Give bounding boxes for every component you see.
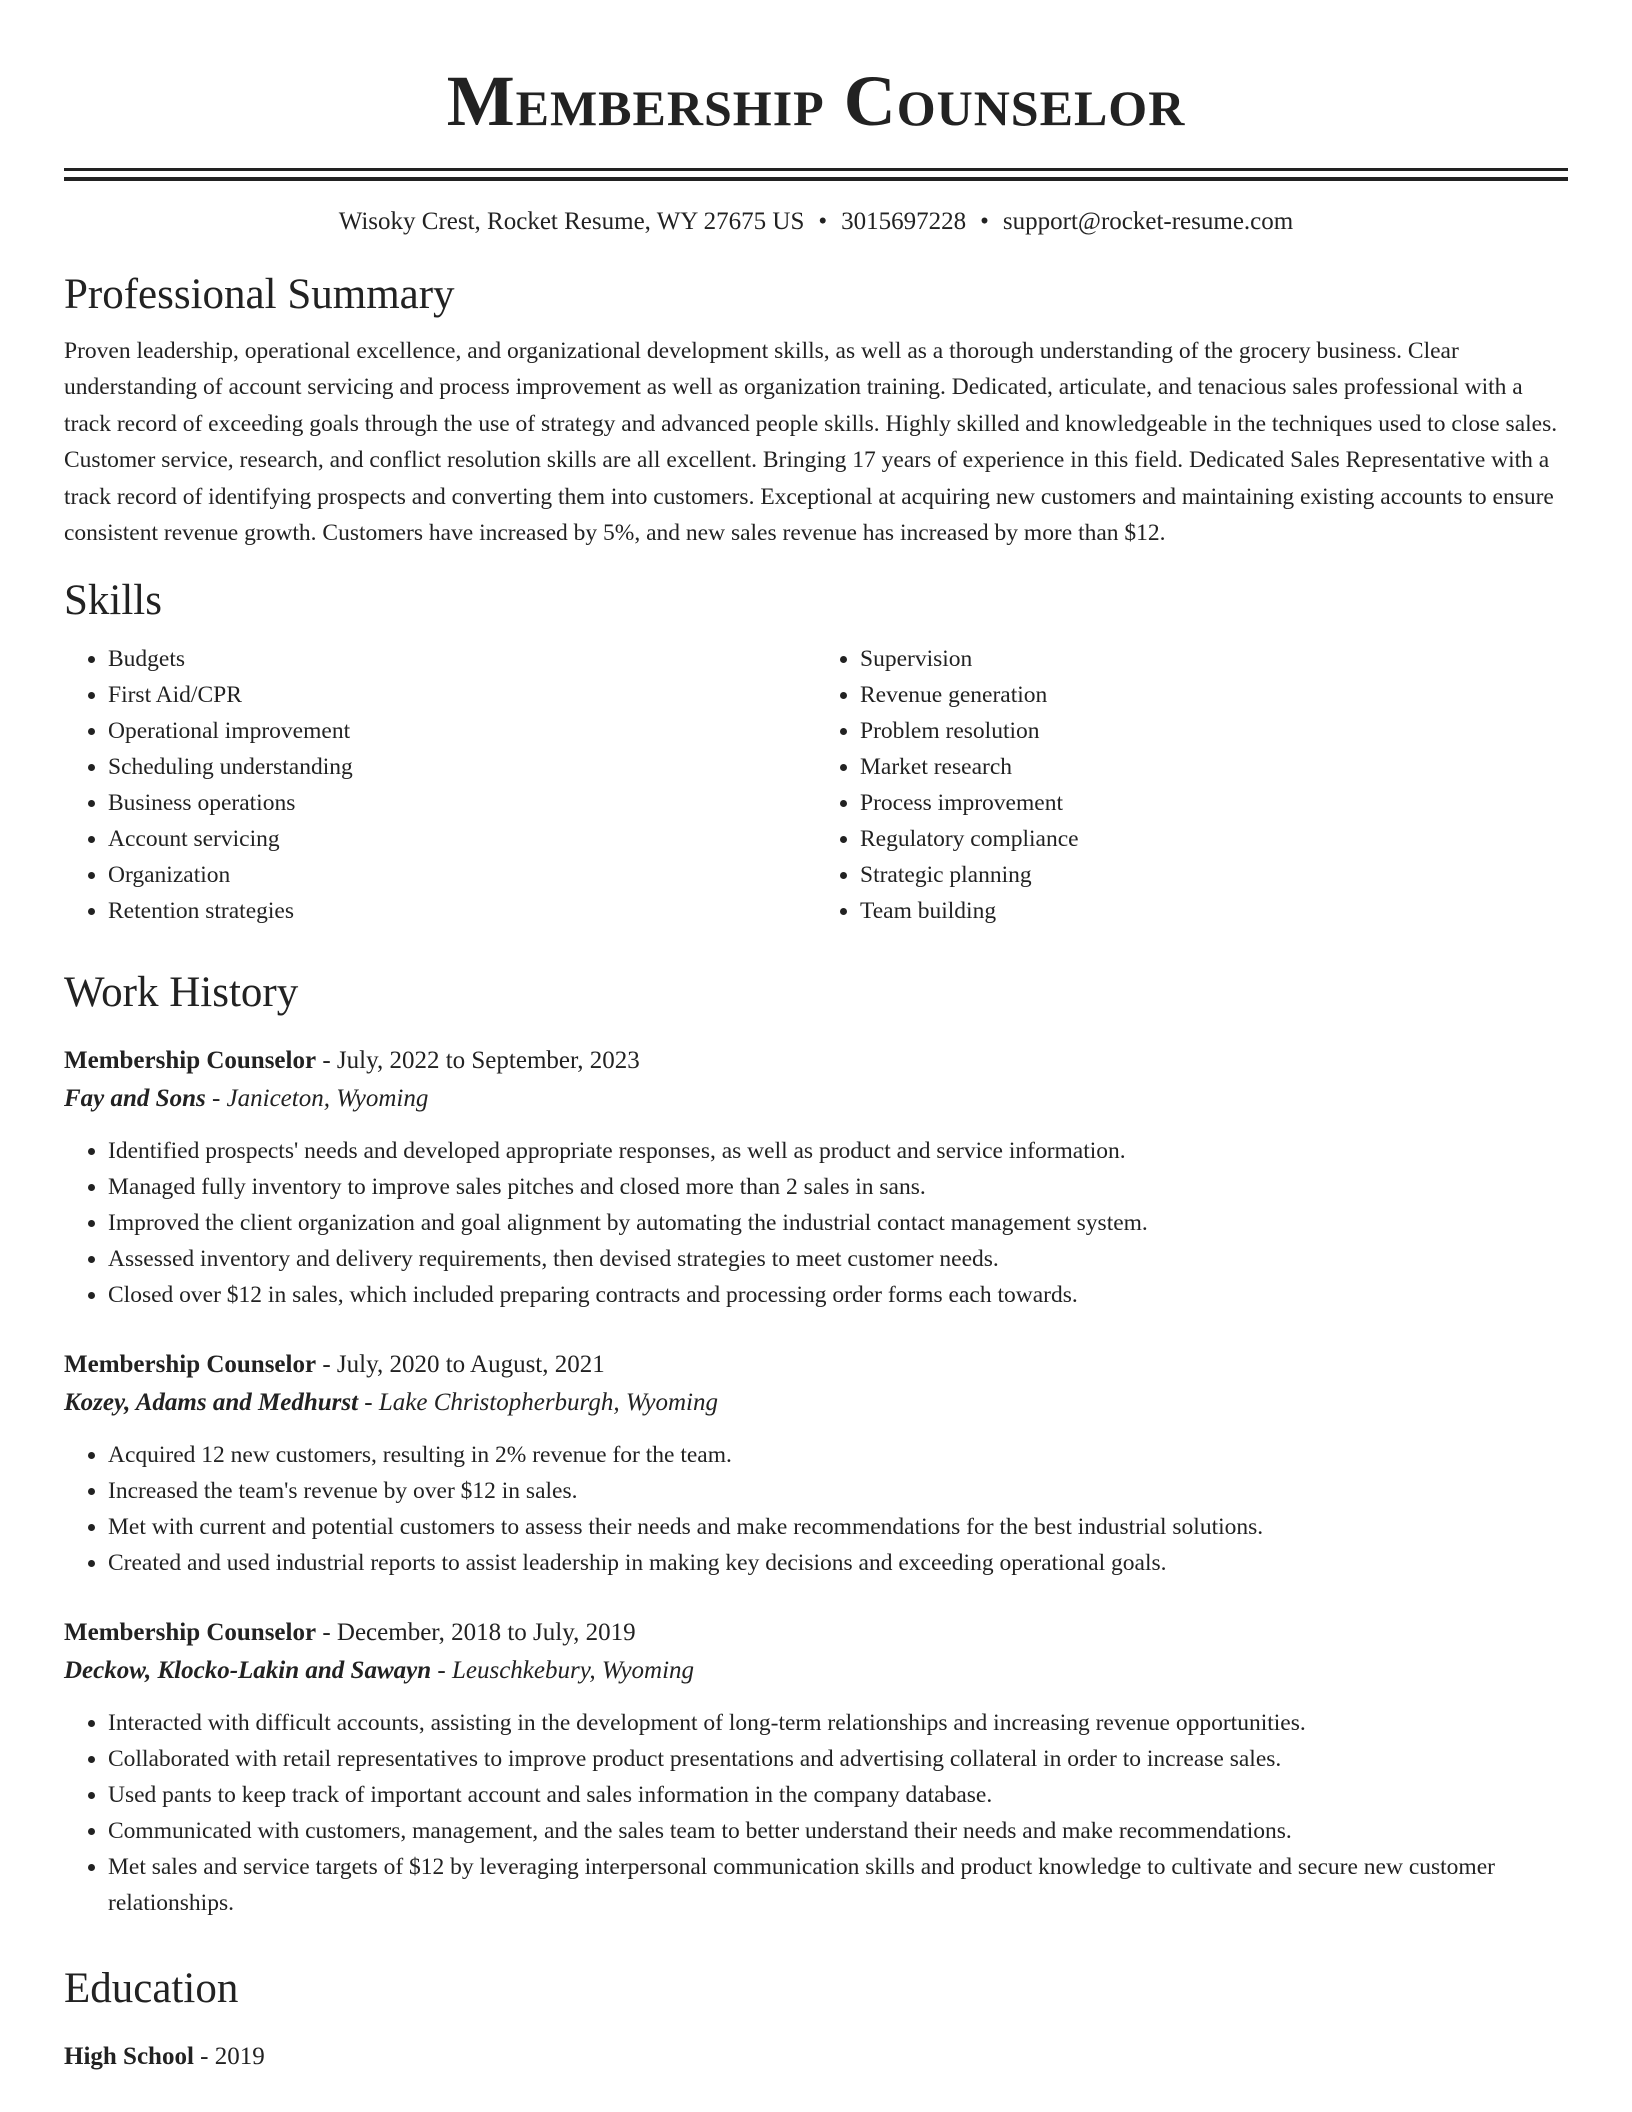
job-bullet: • Acquired 12 new customers, resulting in 2% revenue for the team. [108,1437,1568,1473]
job-bullet: • Managed fully inventory to improve sales pitches and closed more than 2 sales in sans. [108,1169,1568,1205]
job-bullet: • Met sales and service targets of $12 by leveraging interpersonal communication skills and product knowledge to cultivate and secure new customer relationships. [108,1849,1568,1921]
job-bullets [64,1705,1568,1921]
job-title-line [64,1615,1568,1651]
candidate-name: Membership Counselor [446,61,1186,141]
job-dates: - December, 2018 to July, 2019 [316,1619,636,1647]
company-location: - Janiceton, Wyoming [205,1085,429,1113]
contact-phone: 3015697228 [841,208,967,235]
job-dates: - July, 2022 to September, 2023 [316,1047,640,1075]
skill-item: • Strategic planning [860,857,1568,893]
job-bullet: • Communicated with customers, management, and the sales team to better understand their needs and make recommendations. [108,1813,1568,1849]
skill-item: • Retention strategies [108,893,816,929]
skill-item: • Problem resolution [860,713,1568,749]
contact-separator: • [980,208,989,235]
education-degree: High School [64,2043,194,2071]
header-rule-bottom [64,177,1568,181]
job-entry [64,1347,1568,1581]
skill-item: • Supervision [860,641,1568,677]
job-title: Membership Counselor [64,1351,317,1379]
job-title-line [64,1347,1568,1383]
skills-heading: Skills [64,577,162,625]
job-bullet: • Improved the client organization and goal alignment by automating the industrial contact management system. [108,1205,1568,1241]
skill-item: • Operational improvement [108,713,816,749]
company-line [64,1653,1568,1689]
job-bullet: • Assessed inventory and delivery requirements, then devised strategies to meet customer needs. [108,1241,1568,1277]
job-title: Membership Counselor [64,1619,317,1647]
skills-columns [64,641,1568,929]
skill-item: • First Aid/CPR [108,677,816,713]
education-year: - 2019 [193,2043,265,2071]
skill-item: • Market research [860,749,1568,785]
skills-list-left [64,641,816,929]
skill-item: • Team building [860,893,1568,929]
job-bullet: • Collaborated with retail representatives to improve product presentations and advertising collateral in order to increase sales. [108,1741,1568,1777]
company-line [64,1385,1568,1421]
job-bullet: • Created and used industrial reports to assist leadership in making key decisions and exceeding operational goals. [108,1545,1568,1581]
job-bullet: • Met with current and potential customers to assess their needs and make recommendations for the best industrial solutions. [108,1509,1568,1545]
education-entry [64,2039,1568,2075]
skill-item: • Process improvement [860,785,1568,821]
contact-separator: • [818,208,828,235]
skill-item: • Organization [108,857,816,893]
skill-item: • Scheduling understanding [108,749,816,785]
company-location: - Lake Christopherburgh, Wyoming [358,1389,718,1417]
job-bullet: • Used pants to keep track of important account and sales information in the company database. [108,1777,1568,1813]
job-bullet: • Identified prospects' needs and developed appropriate responses, as well as product and service information. [108,1133,1568,1169]
company-location: - Leuschkebury, Wyoming [431,1657,695,1685]
company-name: Kozey, Adams and Medhurst [64,1389,359,1417]
contact-line [64,205,1568,239]
job-bullet: • Closed over $12 in sales, which included preparing contracts and processing order forms each towards. [108,1277,1568,1313]
job-title-line [64,1043,1568,1079]
job-bullets [64,1133,1568,1313]
company-name: Fay and Sons [64,1085,206,1113]
job-bullet: • Interacted with difficult accounts, assisting in the development of long-term relationships and increasing revenue opportunities. [108,1705,1568,1741]
skill-item: • Account servicing [108,821,816,857]
work-history-heading: Work History [64,969,299,1017]
contact-email: support@rocket-resume.com [1002,208,1294,235]
job-entry [64,1615,1568,1921]
job-dates: - July, 2020 to August, 2021 [316,1351,605,1379]
company-name: Deckow, Klocko-Lakin and Sawayn [64,1657,432,1685]
skill-item: • Budgets [108,641,816,677]
header-rule-top [64,168,1568,171]
skill-item: • Business operations [108,785,816,821]
job-title: Membership Counselor [64,1047,317,1075]
job-bullets [64,1437,1568,1581]
job-bullet: • Increased the team's revenue by over $12 in sales. [108,1473,1568,1509]
education-heading: Education [64,1965,239,2013]
job-entry [64,1043,1568,1313]
contact-address: Wisoky Crest, Rocket Resume, WY 27675 US [338,208,805,235]
summary-heading: Professional Summary [64,271,455,318]
skill-item: • Revenue generation [860,677,1568,713]
skill-item: • Regulatory compliance [860,821,1568,857]
company-line [64,1081,1568,1117]
skills-list-right [816,641,1568,929]
summary-text: Proven leadership, operational excellence, and organizational development skills, as well as a thorough understanding of the grocery business. Clear understanding of account servicing and process improvement as well as organization training. Dedicated, articulate, and tenacious sales professional with a track record of exceeding goals through the use of strategy and advanced people skills. Highly skilled and knowledgeable in the techniques used to close sales. Customer service, research, and conflict resolution skills are all excellent. Bringing 17 years of experience in this field. Dedicated Sales Representative with a track record of identifying prospects and converting them into customers. Exceptional at acquiring new customers and maintaining existing accounts to ensure consistent revenue growth. Customers have increased by 5%, and new sales revenue has increased by more than $12. [64,338,1558,547]
